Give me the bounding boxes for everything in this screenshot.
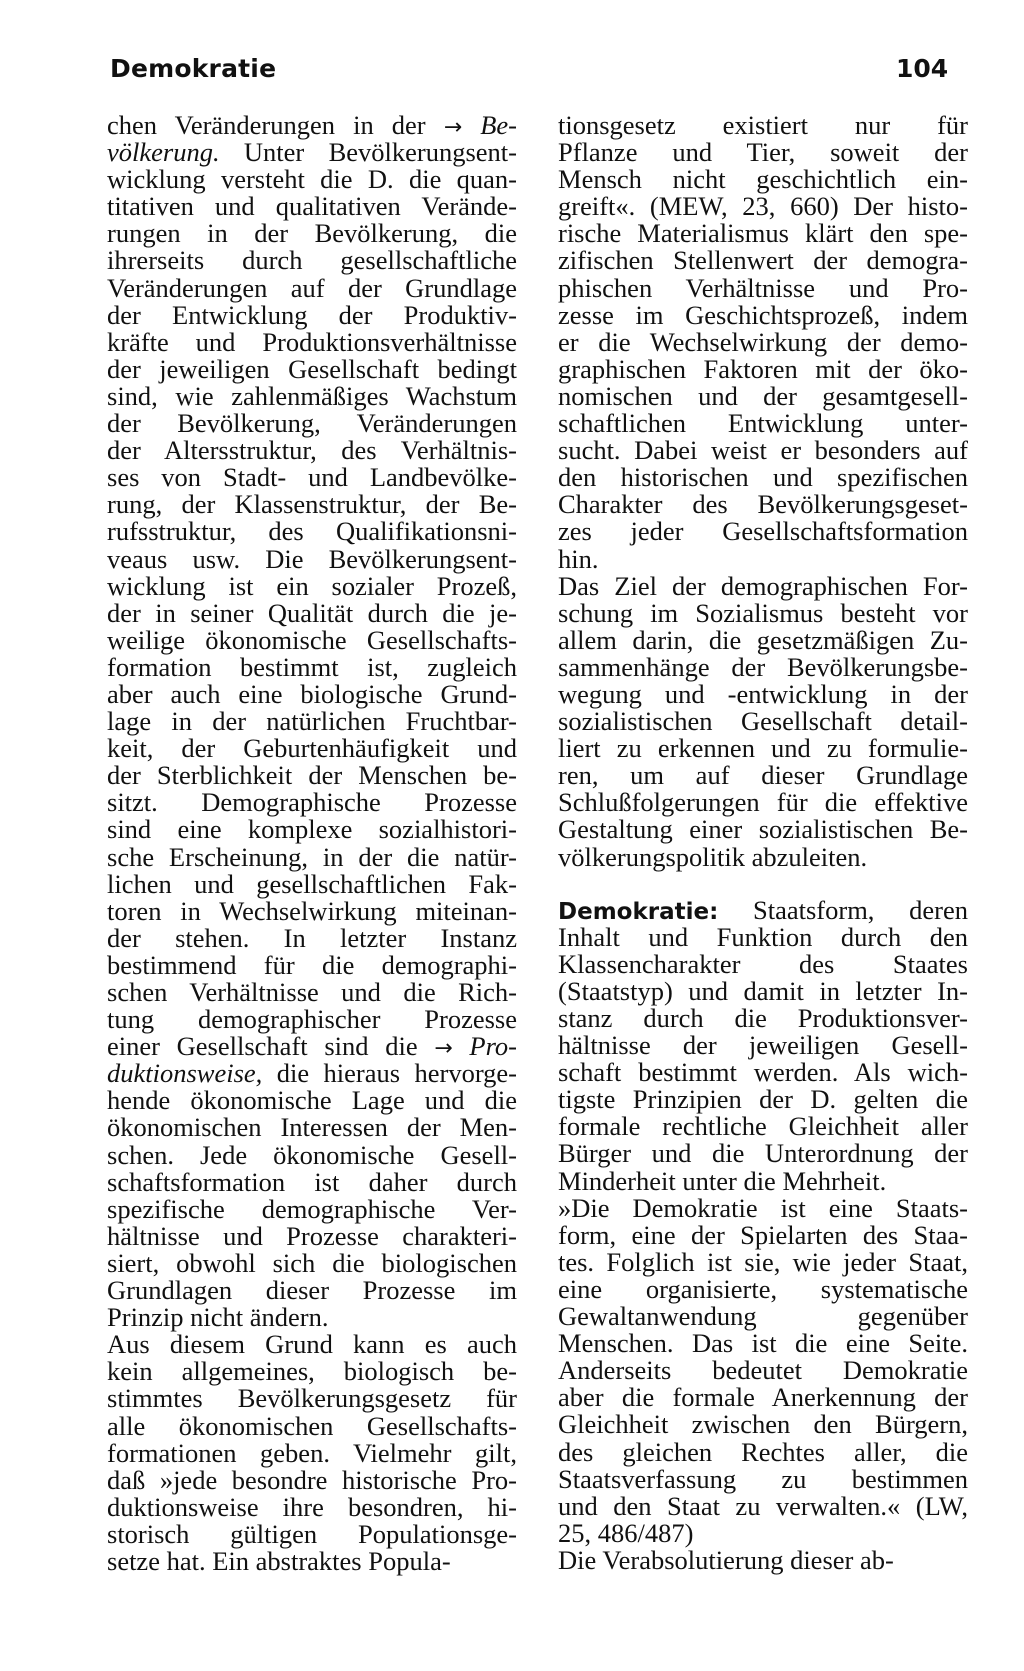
text-line: Pflanze und Tier, soweit der	[558, 137, 968, 168]
text-line: der in seiner Qualität durch die je-	[107, 597, 517, 628]
text-line: sozialistischen Gesellschaft detail-	[558, 706, 968, 737]
text-line: Grundlagen dieser Prozesse im	[107, 1275, 517, 1306]
text-line: hältnisse der jeweiligen Gesell-	[558, 1030, 968, 1061]
text-line: rung, der Klassenstruktur, der Be-	[107, 489, 517, 520]
text-line: lage in der natürlichen Fruchtbar-	[107, 706, 517, 737]
text-line: veaus usw. Die Bevölkerungsent-	[107, 543, 517, 574]
text-line: aber auch eine biologische Grund-	[107, 678, 517, 709]
text-line: schaftsformation ist daher durch	[107, 1166, 517, 1197]
text-line: Das Ziel der demographischen For-	[558, 570, 968, 601]
text-line: der Sterblichkeit der Menschen be-	[107, 760, 517, 791]
text-line: völkerung. Unter Bevölkerungsent-	[107, 137, 517, 168]
text-line: sche Erscheinung, in der die natür-	[107, 841, 517, 872]
text-line: schen Verhältnisse und die Rich-	[107, 977, 517, 1007]
text-line: sitzt. Demographische Prozesse	[107, 787, 517, 818]
text-line: er die Wechselwirkung der demo-	[558, 326, 968, 357]
text-line: und den Staat zu verwalten.« (LW,	[558, 1490, 968, 1521]
text-line: rungen in der Bevölkerung, die	[107, 218, 517, 249]
text-line: ökonomischen Interessen der Men-	[107, 1112, 517, 1143]
text-line: schaftlichen Entwicklung unter-	[558, 408, 968, 439]
text-line: sammenhänge der Bevölkerungsbe-	[558, 651, 968, 682]
text-line: kräfte und Produktionsverhältnisse	[107, 326, 517, 357]
text-line: ses von Stadt- und Landbevölke-	[107, 462, 517, 493]
text-line: zesse im Geschichtsprozeß, indem	[558, 299, 968, 330]
text-line: hältnisse und Prozesse charakteri-	[107, 1220, 517, 1251]
text-line: formation bestimmt ist, zugleich	[107, 651, 517, 682]
running-head-title: Demokratie	[110, 54, 277, 83]
text-line: Minderheit unter die Mehrheit.	[558, 1165, 887, 1196]
text-line: tionsgesetz existiert nur für	[558, 110, 968, 140]
text-line: ren, um auf dieser Grundlage	[558, 760, 968, 791]
text-line: völkerungspolitik abzuleiten.	[558, 841, 868, 872]
text-line: Gestaltung einer sozialistischen Be-	[558, 814, 968, 845]
text-line: eine organisierte, systematische	[558, 1273, 968, 1304]
text-line: Aus diesem Grund kann es auch	[107, 1329, 517, 1360]
text-line: der Bevölkerung, Veränderungen	[107, 408, 517, 439]
right-text-column	[558, 112, 968, 1574]
text-line: Menschen. Das ist die eine Seite.	[558, 1328, 968, 1359]
text-line: Klassencharakter des Staates	[558, 948, 968, 979]
text-line: Veränderungen auf der Grundlage	[107, 272, 517, 303]
text-line: greift«. (MEW, 23, 660) Der histo-	[558, 191, 968, 222]
text-line: Schlußfolgerungen für die effektive	[558, 787, 968, 818]
text-line: Gewaltanwendung gegenüber	[558, 1301, 968, 1332]
text-line: graphischen Faktoren mit der öko-	[558, 353, 968, 384]
text-line: wicklung ist ein sozialer Prozeß,	[107, 570, 517, 601]
text-line: kein allgemeines, biologisch be-	[107, 1356, 517, 1387]
text-line: der stehen. In letzter Instanz	[107, 922, 517, 953]
text-line: wicklung versteht die D. die quan-	[107, 164, 517, 195]
text-line: wegung und -entwicklung in der	[558, 678, 968, 709]
text-line: setze hat. Ein abstraktes Popula-	[107, 1545, 451, 1576]
text-line: hin.	[558, 543, 599, 574]
text-line: liert zu erkennen und zu formulie-	[558, 733, 968, 764]
text-line: toren in Wechselwirkung miteinan-	[107, 895, 517, 926]
text-line: nomischen und der gesamtgesell-	[558, 380, 968, 411]
text-line: formale rechtliche Gleichheit aller	[558, 1111, 968, 1142]
text-line: schen. Jede ökonomische Gesell-	[107, 1139, 517, 1170]
text-line: titativen und qualitativen Verände-	[107, 191, 517, 222]
text-line: rische Materialismus klärt den spe-	[558, 218, 968, 249]
text-line: Prinzip nicht ändern.	[107, 1302, 329, 1333]
text-line: phischen Verhältnisse und Pro-	[558, 272, 968, 303]
text-line: stimmtes Bevölkerungsgesetz für	[107, 1383, 517, 1414]
left-text-column	[107, 112, 517, 1575]
text-line: sind, wie zahlenmäßiges Wachstum	[107, 380, 517, 411]
text-line: daß »jede besondre historische Pro-	[107, 1464, 517, 1495]
text-line: der Entwicklung der Produktiv-	[107, 299, 517, 330]
text-line: duktionsweise ihre besondren, hi-	[107, 1491, 517, 1522]
text-line: Die Verabsolutierung dieser ab-	[558, 1544, 894, 1575]
text-line: Mensch nicht geschichtlich ein-	[558, 164, 968, 195]
text-line: zes jeder Gesellschaftsformation	[558, 516, 968, 547]
text-line: des gleichen Rechtes aller, die	[558, 1436, 968, 1467]
text-line: allem darin, die gesetzmäßigen Zu-	[558, 624, 968, 655]
text-line: hende ökonomische Lage und die	[107, 1085, 517, 1116]
text-line: sucht. Dabei weist er besonders auf	[558, 435, 968, 466]
text-line: 25, 486/487)	[558, 1517, 694, 1548]
text-line: Demokratie: Staatsform, deren	[558, 894, 968, 925]
entry-keyword: Demokratie:	[558, 898, 719, 925]
page-number: 104	[896, 54, 949, 83]
text-line: aber die formale Anerkennung der	[558, 1382, 968, 1413]
text-line: stanz durch die Produktionsver-	[558, 1003, 968, 1033]
text-line: ihrerseits durch gesellschaftliche	[107, 245, 517, 276]
cross-reference-link[interactable]: völkerung.	[107, 137, 220, 168]
text-line: siert, obwohl sich die biologischen	[107, 1247, 517, 1278]
text-line: alle ökonomischen Gesellschafts-	[107, 1410, 517, 1441]
text-line: schung im Sozialismus besteht vor	[558, 597, 968, 628]
text-line: duktionsweise, die hieraus hervorge-	[107, 1058, 517, 1089]
text-line: Gleichheit zwischen den Bürgern,	[558, 1409, 968, 1440]
text-line: tes. Folglich ist sie, wie jeder Staat,	[558, 1246, 968, 1277]
text-line: (Staatstyp) und damit in letzter In-	[558, 975, 968, 1006]
text-line: formationen geben. Vielmehr gilt,	[107, 1437, 517, 1468]
cross-reference-link[interactable]: duktionsweise,	[107, 1058, 263, 1089]
text-line: weilige ökonomische Gesellschafts-	[107, 624, 517, 655]
cross-reference-link[interactable]: Be-	[462, 110, 517, 140]
text-line: rufsstruktur, des Qualifikationsni-	[107, 516, 517, 547]
text-line: der jeweiligen Gesellschaft bedingt	[107, 353, 517, 384]
text-line: Staatsverfassung zu bestimmen	[558, 1463, 968, 1494]
cross-reference-link[interactable]: Pro-	[452, 1031, 518, 1062]
paragraph-gap	[558, 871, 968, 897]
text-line: Charakter des Bevölkerungsgeset-	[558, 489, 968, 520]
text-line: keit, der Geburtenhäufigkeit und	[107, 733, 517, 764]
text-line: storisch gültigen Populationsge-	[107, 1518, 517, 1549]
text-line: schaft bestimmt werden. Als wich-	[558, 1057, 968, 1088]
text-line: der Altersstruktur, des Verhältnis-	[107, 435, 517, 466]
text-line: tung demographischer Prozesse	[107, 1004, 517, 1035]
text-line: Anderseits bedeutet Demokratie	[558, 1355, 968, 1386]
text-line: zifischen Stellenwert der demogra-	[558, 245, 968, 276]
text-line: »Die Demokratie ist eine Staats-	[558, 1192, 968, 1223]
text-line: Inhalt und Funktion durch den	[558, 921, 968, 952]
text-line: form, eine der Spielarten des Staa-	[558, 1219, 968, 1250]
text-line: spezifische demographische Ver-	[107, 1193, 517, 1224]
text-line: bestimmend für die demographi-	[107, 949, 517, 980]
text-line: den historischen und spezifischen	[558, 462, 968, 493]
text-line: tigste Prinzipien der D. gelten die	[558, 1084, 968, 1115]
text-line: Bürger und die Unterordnung der	[558, 1138, 968, 1169]
text-line: sind eine komplexe sozialhistori-	[107, 814, 517, 845]
cross-reference-arrow: →	[443, 115, 463, 140]
cross-reference-arrow: →	[434, 1036, 453, 1062]
text-line: einer Gesellschaft sind die → Pro-	[107, 1031, 518, 1062]
text-line: lichen und gesellschaftlichen Fak-	[107, 868, 517, 899]
text-line: chen Veränderungen in der → Be-	[107, 110, 517, 140]
